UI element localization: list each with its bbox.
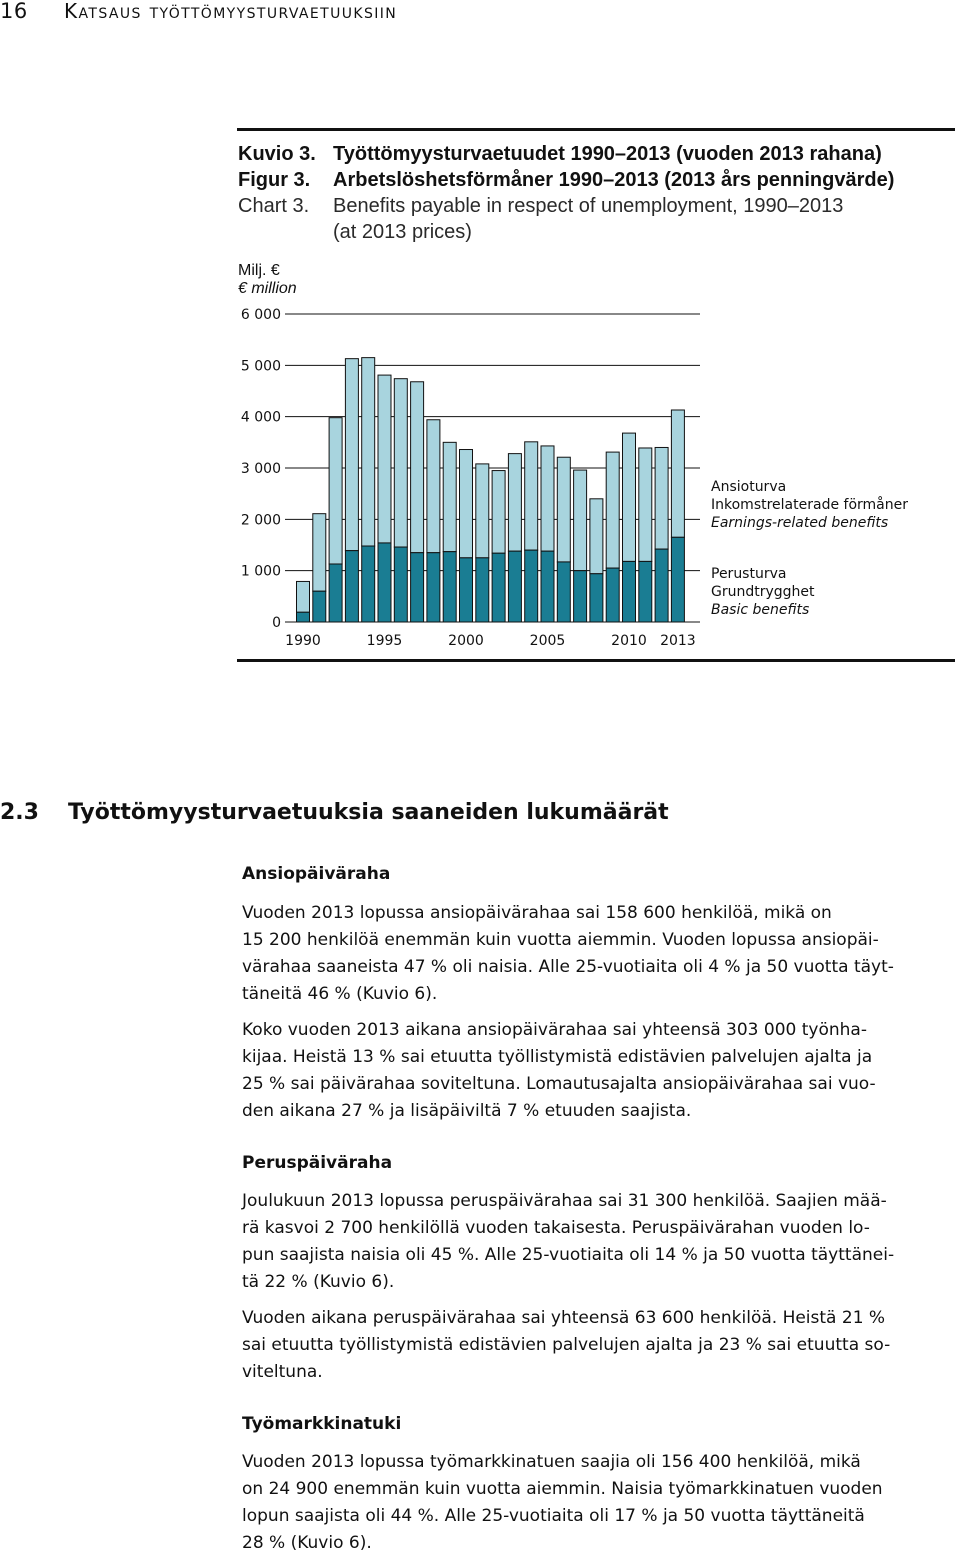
text-line: lopun saajista oli 44 %. Alle 25-vuotiaita oli 17 % ja 50 vuotta täyttäneitä (242, 1506, 865, 1526)
legend-basic-label: Grundtrygghet (711, 584, 815, 600)
bar-earnings-related (557, 457, 570, 562)
text-line: den aikana 27 % ja lisäpäiviltä 7 % etuuden saajista. (242, 1101, 692, 1121)
bar-basic (639, 561, 652, 622)
page-number: 16 (0, 0, 28, 23)
caption-text: Työttömyysturvaetuudet 1990–2013 (vuoden 2013 rahana) (333, 143, 882, 165)
running-head: Katsaus työttömyysturvaetuuksiin (64, 0, 398, 23)
legend-earnings-label: Inkomstrelaterade förmåner (711, 497, 908, 513)
text-line: rä kasvoi 2 700 henkilöllä vuoden takaisesta. Peruspäivärahan vuoden lo- (242, 1218, 870, 1238)
bar-earnings-related (541, 446, 554, 551)
subheading-ansiopaivaraha: Ansiopäiväraha (242, 864, 391, 884)
y-tick-label: 5 000 (240, 358, 281, 375)
text-line: Joulukuun 2013 lopussa peruspäivärahaa sai 31 300 henkilöä. Saajien mää- (242, 1191, 887, 1211)
text-line: Vuoden 2013 lopussa ansiopäivärahaa sai 158 600 henkilöä, mikä on (242, 903, 832, 923)
paragraph (242, 1449, 958, 1555)
caption-text: Arbetslöshetsförmåner 1990–2013 (2013 års penningvärde) (333, 169, 895, 191)
x-tick-label: 2010 (611, 633, 647, 649)
bar-earnings-related (443, 442, 456, 551)
bar-earnings-related (378, 375, 391, 543)
bar-earnings-related (329, 418, 342, 564)
text-line: Koko vuoden 2013 aikana ansiopäivärahaa sai yhteensä 303 000 työnha- (242, 1020, 867, 1040)
bar-basic (394, 547, 407, 622)
bar-basic (655, 549, 668, 622)
bar-earnings-related (590, 499, 603, 574)
bar-basic (508, 551, 521, 622)
bar-earnings-related (362, 358, 375, 546)
y-tick-label: 4 000 (240, 409, 281, 426)
benefits-chart (0, 0, 960, 700)
bar-basic (345, 551, 358, 622)
bar-earnings-related (639, 448, 652, 561)
y-tick-label: 2 000 (240, 512, 281, 529)
x-tick-label: 2005 (529, 633, 566, 649)
paragraph (242, 1305, 958, 1386)
y-tick-label: 6 000 (240, 307, 281, 323)
text-line: viteltuna. (242, 1362, 323, 1382)
bar-earnings-related (574, 470, 587, 571)
y-tick-label: 0 (272, 615, 281, 631)
caption-label: Kuvio 3. (238, 143, 316, 165)
figure-bottom-rule (237, 659, 955, 662)
caption-label: Figur 3. (238, 169, 311, 191)
text-line: 25 % sai päivärahaa soviteltuna. Lomautusajalta ansiopäivärahaa sai vuo- (242, 1074, 876, 1094)
bar-earnings-related (427, 420, 440, 553)
bar-basic (557, 562, 570, 622)
bar-basic (411, 553, 424, 622)
bar-basic (671, 537, 684, 622)
legend-earnings-label: Earnings-related benefits (711, 515, 889, 531)
bar-basic (313, 591, 326, 622)
bar-basic (574, 571, 587, 622)
bar-earnings-related (460, 450, 473, 558)
bar-earnings-related (492, 471, 505, 554)
bar-earnings-related (297, 581, 310, 612)
bar-basic (590, 574, 603, 622)
paragraph (242, 1188, 958, 1296)
x-tick-label: 1990 (285, 633, 321, 649)
bar-earnings-related (623, 433, 636, 561)
bar-earnings-related (394, 379, 407, 547)
bar-basic (297, 612, 310, 622)
text-line: on 24 900 enemmän kuin vuotta aiemmin. Naisia työmarkkinatuen vuoden (242, 1479, 883, 1499)
bar-earnings-related (525, 442, 538, 550)
bar-basic (623, 561, 636, 622)
subheading-peruspaivaraha: Peruspäiväraha (242, 1153, 393, 1173)
x-tick-label: 2013 (660, 633, 696, 649)
text-line: 28 % (Kuvio 6). (242, 1533, 372, 1553)
bar-basic (541, 551, 554, 622)
bar-basic (606, 568, 619, 622)
bar-basic (492, 553, 505, 622)
legend-basic-label: Basic benefits (711, 602, 810, 618)
bar-basic (329, 564, 342, 622)
bar-basic (362, 546, 375, 622)
legend-basic-label: Perusturva (711, 566, 787, 582)
bar-basic (525, 550, 538, 622)
bar-basic (460, 558, 473, 622)
text-line: värahaa saaneista 47 % oli naisia. Alle 25-vuotiaita oli 4 % ja 50 vuotta täyt- (242, 957, 894, 977)
paragraph (242, 900, 958, 1008)
bar-earnings-related (411, 382, 424, 553)
caption-text: (at 2013 prices) (333, 221, 472, 243)
legend-earnings-label: Ansioturva (711, 479, 787, 495)
text-line: täneitä 46 % (Kuvio 6). (242, 984, 438, 1004)
y-tick-label: 3 000 (240, 461, 281, 477)
bar-earnings-related (313, 514, 326, 592)
text-line: kijaa. Heistä 13 % sai etuutta työllistymistä edistävien palvelujen ajalta ja (242, 1047, 873, 1067)
text-line: sai etuutta työllistymistä edistävien palvelujen ajalta ja 23 % sai etuutta so- (242, 1335, 891, 1355)
bar-earnings-related (508, 454, 521, 552)
unit-label-fi: Milj. € (238, 262, 280, 279)
x-tick-label: 1995 (366, 633, 403, 649)
bar-earnings-related (655, 447, 668, 549)
caption-label: Chart 3. (238, 195, 310, 217)
section-heading: Työttömyysturvaetuuksia saaneiden lukumäärät (68, 800, 669, 825)
text-line: 15 200 henkilöä enemmän kuin vuotta aiemmin. Vuoden lopussa ansiopäi- (242, 930, 879, 950)
bar-basic (378, 543, 391, 622)
text-line: Vuoden 2013 lopussa työmarkkinatuen saajia oli 156 400 henkilöä, mikä (242, 1452, 861, 1472)
bar-earnings-related (606, 452, 619, 568)
unit-label-en: € million (238, 280, 297, 297)
text-line: Vuoden aikana peruspäivärahaa sai yhteensä 63 600 henkilöä. Heistä 21 % (242, 1308, 886, 1328)
y-tick-label: 1 000 (240, 563, 281, 580)
paragraph (242, 1017, 958, 1125)
bar-earnings-related (345, 359, 358, 551)
section-number: 2.3 (0, 800, 39, 825)
bar-basic (476, 558, 489, 622)
bar-basic (427, 553, 440, 622)
x-tick-label: 2000 (448, 633, 484, 649)
caption-text: Benefits payable in respect of unemployment, 1990–2013 (333, 195, 844, 217)
bar-earnings-related (671, 410, 684, 537)
subheading-tyomarkkinatuki: Työmarkkinatuki (242, 1414, 402, 1434)
bar-earnings-related (476, 464, 489, 558)
bar-basic (443, 552, 456, 622)
text-line: pun saajista naisia oli 45 %. Alle 25-vuotiaita oli 14 % ja 50 vuotta täyttänei- (242, 1245, 895, 1265)
text-line: tä 22 % (Kuvio 6). (242, 1272, 395, 1292)
